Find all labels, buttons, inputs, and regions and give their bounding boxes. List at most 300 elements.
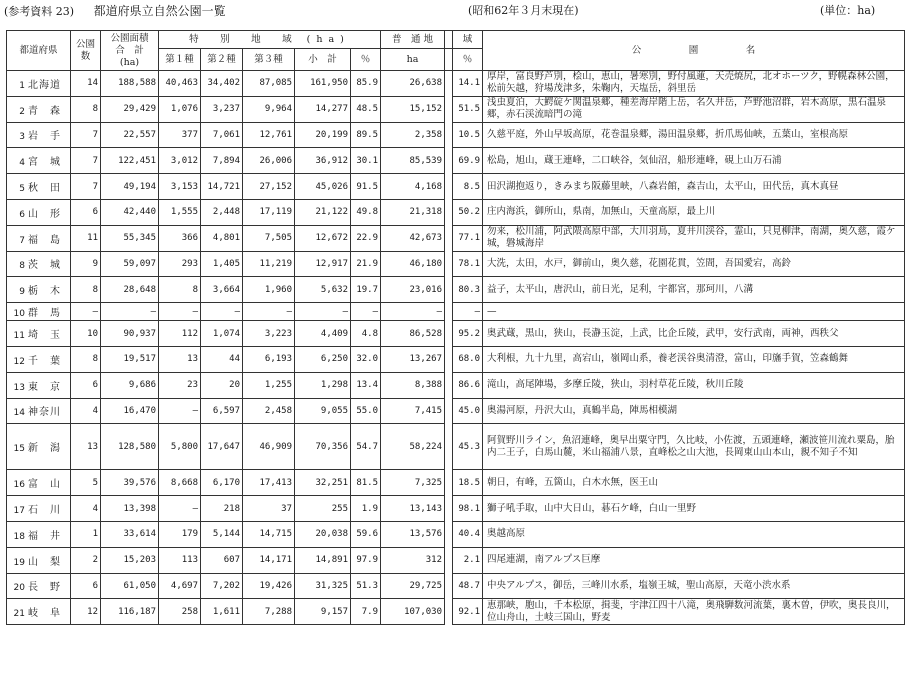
class2-cell: 1,405	[201, 251, 243, 277]
ordinary-pct-cell: 10.5	[453, 122, 483, 148]
class3-cell: 17,119	[243, 199, 295, 225]
separator-cell	[445, 599, 453, 625]
row-number: 4	[19, 158, 25, 169]
ordinary-pct-cell: —	[453, 303, 483, 321]
percent-cell: 85.9	[351, 71, 381, 97]
park-names-cell: 滝山，高尾陣場，多摩丘陵，狭山，羽村草花丘陵，秋川丘陵	[483, 372, 905, 398]
col-class2: 第２種	[201, 49, 243, 71]
class3-cell: 3,223	[243, 321, 295, 347]
table-row	[7, 199, 905, 225]
separator-cell	[445, 424, 453, 470]
class2-cell: 7,061	[201, 122, 243, 148]
ordinary-area-cell: —	[381, 303, 445, 321]
subtotal-cell: 9,055	[295, 398, 351, 424]
ordinary-pct-cell: 98.1	[453, 496, 483, 522]
ordinary-area-cell: 4,168	[381, 174, 445, 200]
class2-cell: 7,894	[201, 148, 243, 174]
ordinary-pct-cell: 95.2	[453, 321, 483, 347]
ordinary-pct-cell: 92.1	[453, 599, 483, 625]
col-ordinary-zone: 普 通 地	[381, 31, 445, 49]
subtotal-cell: 14,277	[295, 96, 351, 122]
ordinary-area-cell: 42,673	[381, 225, 445, 251]
park-names-cell: 奥湯河原，丹沢大山，真鶴半島，陣馬相模湖	[483, 398, 905, 424]
park-count-cell: 7	[71, 174, 101, 200]
class2-cell: 4,801	[201, 225, 243, 251]
row-number: 17	[13, 506, 25, 517]
ordinary-pct-cell: 14.1	[453, 71, 483, 97]
park-count-cell: —	[71, 303, 101, 321]
class1-cell: 293	[159, 251, 201, 277]
ordinary-pct-cell: 68.0	[453, 346, 483, 372]
park-names-cell: 厚岸，富良野芦別，桧山，恵山，暑寒別，野付風蓮，天売焼尻，北オホーツク，野幌森林公園，松前矢越，狩場茂津多，朱鞠内，天塩岳，斜里岳	[483, 71, 905, 97]
ordinary-area-cell: 23,016	[381, 277, 445, 303]
table-row	[7, 424, 905, 470]
prefecture-name: 千 葉	[28, 355, 61, 367]
class3-cell: 7,288	[243, 599, 295, 625]
prefecture-cell	[7, 424, 71, 470]
percent-cell: 59.6	[351, 521, 381, 547]
park-names-cell: 浅虫夏泊，大鰐碇ケ関温泉郷，種差海岸階上岳，名久井岳，芦野池沼群，岩木高原，黒石温泉郷，赤石渓流暗門の滝	[483, 96, 905, 122]
subtotal-cell: 36,912	[295, 148, 351, 174]
separator-cell	[445, 303, 453, 321]
ordinary-pct-cell: 48.7	[453, 573, 483, 599]
date-note: (昭和62年３月末現在)	[468, 4, 579, 17]
park-count-cell: 8	[71, 277, 101, 303]
park-names-cell: 阿賀野川ライン，魚沼連峰，奥早出粟守門，久比岐，小佐渡，五頭連峰，瀬波笹川流れ粟島，胎内二王子，白馬山麓，米山福浦八景，直峰松之山大池，長岡東山山本山，親不知子不知	[483, 424, 905, 470]
park-count-cell: 13	[71, 424, 101, 470]
col-percent: ％	[351, 49, 381, 71]
class3-cell: 37	[243, 496, 295, 522]
percent-cell: 89.5	[351, 122, 381, 148]
row-number: 5	[19, 184, 25, 195]
percent-cell: 97.9	[351, 547, 381, 573]
ordinary-pct-cell: 40.4	[453, 521, 483, 547]
row-number: 11	[13, 331, 25, 342]
separator-cell	[445, 96, 453, 122]
area-total-cell: 42,440	[101, 199, 159, 225]
subtotal-cell: 6,250	[295, 346, 351, 372]
prefecture-cell	[7, 372, 71, 398]
area-total-cell: 22,557	[101, 122, 159, 148]
row-number: 6	[19, 209, 25, 220]
prefecture-cell	[7, 346, 71, 372]
separator-cell	[445, 148, 453, 174]
table-row	[7, 521, 905, 547]
class2-cell: 20	[201, 372, 243, 398]
separator-cell	[445, 547, 453, 573]
row-number: 18	[13, 531, 25, 542]
class1-cell: 5,800	[159, 424, 201, 470]
area-total-cell: 188,588	[101, 71, 159, 97]
ordinary-pct-cell: 69.9	[453, 148, 483, 174]
table-row	[7, 398, 905, 424]
col-class3: 第３種	[243, 49, 295, 71]
area-total-cell: 15,203	[101, 547, 159, 573]
ordinary-area-cell: 85,539	[381, 148, 445, 174]
park-names-cell: 田沢湖抱返り，きみまち阪藤里峡，八森岩館，森吉山，太平山，田代岳，真木真昼	[483, 174, 905, 200]
ordinary-area-cell: 312	[381, 547, 445, 573]
table-row	[7, 225, 905, 251]
ordinary-pct-cell: 78.1	[453, 251, 483, 277]
class2-cell: 607	[201, 547, 243, 573]
prefecture-name: 石 川	[28, 505, 61, 517]
ordinary-pct-cell: 8.5	[453, 174, 483, 200]
prefecture-name: 神奈川	[28, 407, 61, 419]
park-names-cell: 大洗，太田，水戸，御前山，奥久慈，花園花貫，笠間，吾国愛宕，高鈴	[483, 251, 905, 277]
subtotal-cell: 32,251	[295, 470, 351, 496]
ordinary-area-cell: 7,325	[381, 470, 445, 496]
document-header	[4, 2, 226, 20]
separator-cell	[445, 251, 453, 277]
park-names-cell: 朝日，有峰，五箇山，白木水無，医王山	[483, 470, 905, 496]
row-number: 3	[19, 132, 25, 143]
class1-cell: —	[159, 303, 201, 321]
col-area-total-line1: 公園面積	[110, 32, 149, 44]
row-number: 9	[19, 287, 25, 298]
percent-cell: 51.3	[351, 573, 381, 599]
park-names-cell: 奥武蔵，黒山，狭山，長瀞玉淀，上武，比企丘陵，武甲，安行武南，両神，西秩父	[483, 321, 905, 347]
park-names-cell: 勿来，松川浦，阿武隈高原中部，大川羽鳥，夏井川渓谷，霊山，只見柳津，南湖，奥久慈，霞ケ城，磐城海岸	[483, 225, 905, 251]
percent-cell: 91.5	[351, 174, 381, 200]
subtotal-cell: 14,891	[295, 547, 351, 573]
class2-cell: 14,721	[201, 174, 243, 200]
prefecture-name: 新 潟	[28, 443, 61, 455]
table-row	[7, 321, 905, 347]
park-names-cell: 奥越高原	[483, 521, 905, 547]
percent-cell: 7.9	[351, 599, 381, 625]
prefecture-cell	[7, 277, 71, 303]
class1-cell: 113	[159, 547, 201, 573]
class1-cell: 3,012	[159, 148, 201, 174]
park-count-cell: 5	[71, 470, 101, 496]
row-number: 16	[13, 480, 25, 491]
class2-cell: 5,144	[201, 521, 243, 547]
class3-cell: 9,964	[243, 96, 295, 122]
table-row	[7, 573, 905, 599]
percent-cell: 19.7	[351, 277, 381, 303]
table-row	[7, 496, 905, 522]
park-count-cell: 6	[71, 199, 101, 225]
col-area-unit: (ha)	[119, 56, 140, 68]
percent-cell: 48.5	[351, 96, 381, 122]
class3-cell: 2,458	[243, 398, 295, 424]
class1-cell: —	[159, 496, 201, 522]
area-total-cell: 19,517	[101, 346, 159, 372]
col-park-count: 公園数	[71, 31, 101, 71]
prefecture-cell	[7, 470, 71, 496]
ordinary-area-cell: 13,576	[381, 521, 445, 547]
prefecture-cell	[7, 71, 71, 97]
table-row	[7, 470, 905, 496]
park-count-cell: 6	[71, 372, 101, 398]
area-total-cell: 59,097	[101, 251, 159, 277]
ordinary-pct-cell: 50.2	[453, 199, 483, 225]
table-row	[7, 303, 905, 321]
ordinary-area-cell: 46,180	[381, 251, 445, 277]
prefecture-cell	[7, 321, 71, 347]
percent-cell: 54.7	[351, 424, 381, 470]
prefecture-name: 北海道	[28, 79, 61, 91]
ordinary-pct-cell: 80.3	[453, 277, 483, 303]
area-total-cell: 61,050	[101, 573, 159, 599]
reference-label: (参考資料 23)	[4, 5, 75, 18]
percent-cell: —	[351, 303, 381, 321]
class1-cell: 179	[159, 521, 201, 547]
row-number: 12	[13, 356, 25, 367]
class2-cell: —	[201, 303, 243, 321]
table-row	[7, 96, 905, 122]
prefecture-name: 福 井	[28, 530, 61, 542]
separator-cell	[445, 346, 453, 372]
prefecture-cell	[7, 521, 71, 547]
ordinary-pct-cell: 2.1	[453, 547, 483, 573]
prefecture-cell	[7, 122, 71, 148]
class1-cell: —	[159, 398, 201, 424]
prefecture-name: 岩 手	[28, 131, 61, 143]
percent-cell: 49.8	[351, 199, 381, 225]
class3-cell: 1,960	[243, 277, 295, 303]
park-count-cell: 4	[71, 398, 101, 424]
prefecture-name: 長 野	[28, 582, 61, 594]
park-count-cell: 11	[71, 225, 101, 251]
col-area-total-line2: 合 計	[115, 44, 144, 56]
class1-cell: 1,555	[159, 199, 201, 225]
area-total-cell: 39,576	[101, 470, 159, 496]
area-total-cell: 29,429	[101, 96, 159, 122]
area-total-cell: 49,194	[101, 174, 159, 200]
separator-cell	[445, 122, 453, 148]
separator-cell	[445, 573, 453, 599]
subtotal-cell: 12,917	[295, 251, 351, 277]
prefecture-name: 富 山	[28, 479, 61, 491]
ordinary-area-cell: 8,388	[381, 372, 445, 398]
park-count-cell: 1	[71, 521, 101, 547]
row-number: 19	[13, 557, 25, 568]
separator-cell	[445, 470, 453, 496]
class1-cell: 8	[159, 277, 201, 303]
park-count-cell: 7	[71, 122, 101, 148]
class3-cell: 14,715	[243, 521, 295, 547]
class2-cell: 7,202	[201, 573, 243, 599]
class1-cell: 112	[159, 321, 201, 347]
prefecture-cell	[7, 599, 71, 625]
area-total-cell: 128,580	[101, 424, 159, 470]
col-ordinary-pct: ％	[453, 49, 483, 71]
class3-cell: 87,085	[243, 71, 295, 97]
subtotal-cell: 12,672	[295, 225, 351, 251]
prefecture-cell	[7, 148, 71, 174]
area-total-cell: —	[101, 303, 159, 321]
document-title: 都道府県立自然公園一覧	[93, 4, 226, 18]
prefecture-cell	[7, 547, 71, 573]
col-ordinary-unit: ha	[381, 49, 445, 71]
separator-cell	[445, 321, 453, 347]
percent-cell: 4.8	[351, 321, 381, 347]
class1-cell: 40,463	[159, 71, 201, 97]
percent-cell: 21.9	[351, 251, 381, 277]
class3-cell: —	[243, 303, 295, 321]
ordinary-area-cell: 26,638	[381, 71, 445, 97]
class2-cell: 44	[201, 346, 243, 372]
percent-cell: 13.4	[351, 372, 381, 398]
park-count-cell: 8	[71, 96, 101, 122]
ordinary-area-cell: 15,152	[381, 96, 445, 122]
area-total-cell: 16,470	[101, 398, 159, 424]
prefecture-cell	[7, 96, 71, 122]
separator-cell	[445, 372, 453, 398]
class1-cell: 377	[159, 122, 201, 148]
ordinary-area-cell: 58,224	[381, 424, 445, 470]
row-number: 21	[13, 609, 25, 620]
row-number: 7	[19, 235, 25, 246]
col-class1: 第１種	[159, 49, 201, 71]
class2-cell: 17,647	[201, 424, 243, 470]
subtotal-cell: 9,157	[295, 599, 351, 625]
separator-cell	[445, 225, 453, 251]
prefecture-cell	[7, 573, 71, 599]
percent-cell: 32.0	[351, 346, 381, 372]
class1-cell: 13	[159, 346, 201, 372]
ordinary-area-cell: 21,318	[381, 199, 445, 225]
row-number: 13	[13, 382, 25, 393]
prefecture-cell	[7, 496, 71, 522]
table-row	[7, 174, 905, 200]
table-row	[7, 372, 905, 398]
prefecture-name: 山 梨	[28, 556, 61, 568]
col-ordinary-cont: 域	[453, 31, 483, 49]
ordinary-area-cell: 107,030	[381, 599, 445, 625]
class2-cell: 1,074	[201, 321, 243, 347]
prefecture-name: 福 島	[28, 234, 61, 246]
class3-cell: 7,505	[243, 225, 295, 251]
row-number: 8	[19, 261, 25, 272]
class2-cell: 3,237	[201, 96, 243, 122]
class2-cell: 3,664	[201, 277, 243, 303]
class3-cell: 17,413	[243, 470, 295, 496]
class3-cell: 6,193	[243, 346, 295, 372]
class3-cell: 26,006	[243, 148, 295, 174]
park-count-cell: 4	[71, 496, 101, 522]
percent-cell: 1.9	[351, 496, 381, 522]
park-count-cell: 10	[71, 321, 101, 347]
prefecture-cell	[7, 174, 71, 200]
table-row	[7, 122, 905, 148]
unit-note: (単位：ha)	[820, 4, 876, 17]
prefecture-name: 東 京	[28, 381, 61, 393]
area-total-cell: 55,345	[101, 225, 159, 251]
park-names-cell: 庄内海浜，御所山，県南，加無山，天童高原，最上川	[483, 199, 905, 225]
subtotal-cell: 20,038	[295, 521, 351, 547]
park-names-cell: 四尾連湖，南アルプス巨摩	[483, 547, 905, 573]
prefecture-name: 茨 城	[28, 260, 61, 272]
row-number: 15	[13, 444, 25, 455]
table-row	[7, 346, 905, 372]
class3-cell: 14,171	[243, 547, 295, 573]
class1-cell: 258	[159, 599, 201, 625]
subtotal-cell: 4,409	[295, 321, 351, 347]
ordinary-pct-cell: 86.6	[453, 372, 483, 398]
row-number: 20	[13, 583, 25, 594]
class3-cell: 46,909	[243, 424, 295, 470]
ordinary-area-cell: 13,267	[381, 346, 445, 372]
park-names-cell: 恵那峡，胞山，千本松原，揖斐，宇津江四十八滝，奥飛騨数河流葉，裏木曽，伊吹，奥長良川，位山舟山，土岐三国山，野麦	[483, 599, 905, 625]
prefecture-name: 栃 木	[28, 286, 61, 298]
prefecture-name: 群 馬	[28, 308, 61, 320]
separator-cell	[445, 496, 453, 522]
park-count-cell: 14	[71, 71, 101, 97]
class3-cell: 1,255	[243, 372, 295, 398]
class2-cell: 34,402	[201, 71, 243, 97]
subtotal-cell: 45,026	[295, 174, 351, 200]
area-total-cell: 122,451	[101, 148, 159, 174]
park-names-cell: 益子，太平山，唐沢山，前日光，足利，宇都宮，那珂川，八溝	[483, 277, 905, 303]
park-names-cell: 獅子吼手取，山中大日山，碁石ケ峰，白山一里野	[483, 496, 905, 522]
row-number: 10	[13, 309, 25, 320]
park-count-cell: 9	[71, 251, 101, 277]
class1-cell: 4,697	[159, 573, 201, 599]
prefecture-name: 青 森	[28, 105, 61, 117]
subtotal-cell: 255	[295, 496, 351, 522]
park-names-cell: 中央アルプス，御岳，三峰川水系，塩嶺王城，聖山高原，天竜小渋水系	[483, 573, 905, 599]
prefecture-cell	[7, 303, 71, 321]
table-row	[7, 148, 905, 174]
separator-cell	[445, 199, 453, 225]
prefecture-cell	[7, 199, 71, 225]
percent-cell: 30.1	[351, 148, 381, 174]
ordinary-pct-cell: 77.1	[453, 225, 483, 251]
parks-table	[6, 30, 905, 625]
class2-cell: 1,611	[201, 599, 243, 625]
area-total-cell: 28,648	[101, 277, 159, 303]
row-number: 14	[13, 408, 25, 419]
prefecture-name: 埼 玉	[28, 330, 61, 342]
park-names-cell: 大利根，九十九里，高宕山，嶺岡山系，養老渓谷奥清澄，富山，印旛手賀，笠森鶴舞	[483, 346, 905, 372]
class3-cell: 11,219	[243, 251, 295, 277]
park-names-cell: 松島，旭山，蔵王連峰，二口峡谷，気仙沼，船形連峰，硯上山万石浦	[483, 148, 905, 174]
subtotal-cell: 161,950	[295, 71, 351, 97]
prefecture-cell	[7, 251, 71, 277]
class2-cell: 218	[201, 496, 243, 522]
ordinary-area-cell: 86,528	[381, 321, 445, 347]
park-count-cell: 6	[71, 573, 101, 599]
prefecture-name: 山 形	[28, 208, 61, 220]
col-subtotal: 小 計	[295, 49, 351, 71]
col-prefecture: 都道府県	[7, 31, 71, 71]
separator-cell	[445, 521, 453, 547]
subtotal-cell: 31,325	[295, 573, 351, 599]
park-count-cell: 8	[71, 346, 101, 372]
subtotal-cell: 21,122	[295, 199, 351, 225]
ordinary-pct-cell: 18.5	[453, 470, 483, 496]
separator-cell	[445, 174, 453, 200]
prefecture-cell	[7, 225, 71, 251]
area-total-cell: 90,937	[101, 321, 159, 347]
park-count-cell: 7	[71, 148, 101, 174]
park-count-cell: 12	[71, 599, 101, 625]
prefecture-name: 岐 阜	[28, 608, 61, 620]
col-park-names: 公 園 名	[483, 31, 905, 71]
table-row	[7, 599, 905, 625]
subtotal-cell: 1,298	[295, 372, 351, 398]
class2-cell: 2,448	[201, 199, 243, 225]
class1-cell: 366	[159, 225, 201, 251]
prefecture-cell	[7, 398, 71, 424]
class3-cell: 27,152	[243, 174, 295, 200]
col-special-zone: 特 別 地 域 (ha)	[159, 31, 381, 49]
class1-cell: 23	[159, 372, 201, 398]
class1-cell: 1,076	[159, 96, 201, 122]
ordinary-area-cell: 29,725	[381, 573, 445, 599]
